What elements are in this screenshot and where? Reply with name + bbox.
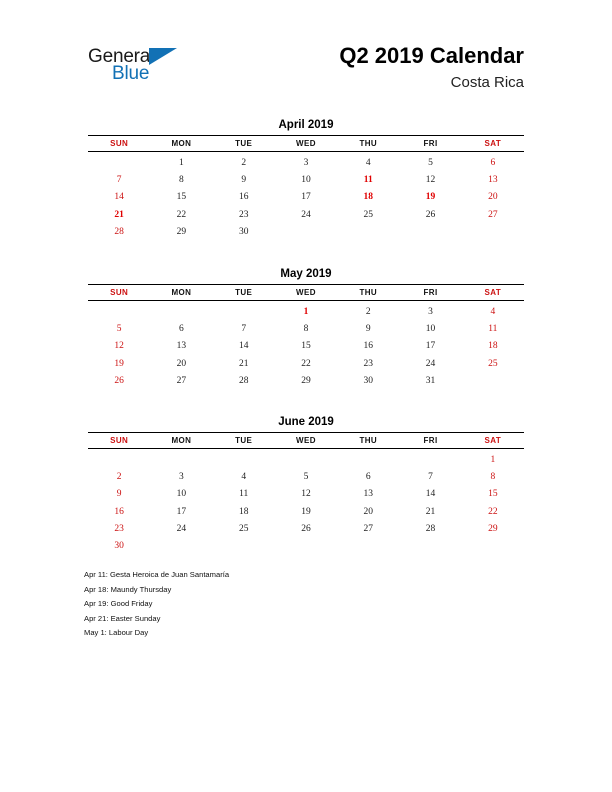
week-row [88, 503, 524, 520]
legend-item: Apr 21: Easter Sunday [84, 613, 161, 623]
legend-item: Apr 18: Maundy Thursday [84, 584, 172, 594]
logo-text-blue: Blue [112, 63, 150, 84]
general-blue-logo [88, 46, 198, 98]
day-cell-may-26[interactable]: 26 [114, 376, 124, 386]
day-cell-may-21[interactable]: 21 [238, 358, 249, 369]
page-title: Q2 2019 Calendar [339, 43, 524, 68]
day-cell-may-16[interactable]: 16 [363, 341, 374, 352]
day-cell-may-6[interactable]: 6 [179, 323, 184, 334]
day-cell-empty [213, 449, 275, 469]
legend-item: Apr 19: Good Friday [84, 599, 153, 609]
day-cell-may-4[interactable]: 4 [490, 306, 496, 317]
day-cell-may-27[interactable]: 27 [176, 376, 187, 386]
page-subtitle: Costa Rica [450, 74, 524, 91]
day-cell-april-13[interactable]: 13 [488, 174, 498, 185]
day-cell-empty [213, 538, 275, 555]
day-cell-empty [150, 449, 212, 469]
holiday-legend [84, 568, 504, 641]
day-cell-june-14[interactable]: 14 [425, 489, 436, 500]
day-cell-empty [462, 538, 524, 555]
weekday-header-fri: FRI [399, 285, 461, 301]
weekday-header-tue: TUE [213, 136, 275, 152]
page-header [88, 42, 524, 106]
day-cell-may-5[interactable]: 5 [116, 323, 122, 334]
week-row [88, 449, 524, 469]
day-cell-april-24[interactable]: 24 [301, 209, 311, 220]
day-cell-may-10[interactable]: 10 [425, 323, 436, 334]
day-cell-empty [213, 301, 275, 321]
month-block-june [88, 415, 524, 555]
week-row [88, 152, 524, 172]
day-cell-may-18[interactable]: 18 [488, 341, 498, 352]
day-cell-june-11[interactable]: 11 [239, 489, 249, 500]
week-row [88, 520, 524, 537]
day-cell-may-14[interactable]: 14 [238, 341, 249, 352]
day-cell-may-8[interactable]: 8 [303, 323, 309, 334]
day-cell-june-21[interactable]: 21 [425, 506, 436, 517]
day-cell-may-2[interactable]: 2 [365, 306, 371, 317]
day-cell-april-23[interactable]: 23 [238, 209, 249, 220]
day-cell-may-9[interactable]: 9 [365, 323, 371, 334]
day-cell-june-5[interactable]: 5 [303, 471, 309, 482]
weekday-header-tue: TUE [213, 433, 275, 449]
week-row [88, 338, 524, 355]
weekday-header-wed: WED [275, 433, 337, 449]
day-cell-may-28[interactable]: 28 [238, 376, 249, 386]
weekday-header-row [88, 136, 524, 152]
week-row [88, 355, 524, 372]
day-cell-empty [88, 449, 150, 469]
day-cell-empty [150, 301, 212, 321]
day-cell-empty [150, 538, 212, 555]
day-cell-april-17[interactable]: 17 [301, 192, 311, 203]
day-cell-april-14[interactable]: 14 [114, 192, 124, 203]
day-cell-may-31[interactable]: 31 [425, 376, 436, 386]
day-cell-june-4[interactable]: 4 [241, 471, 247, 482]
day-cell-empty [399, 538, 461, 555]
weekday-header-sun: SUN [88, 433, 150, 449]
week-row [88, 206, 524, 223]
weekday-header-thu: THU [337, 136, 399, 152]
day-cell-april-20[interactable]: 20 [488, 192, 498, 203]
day-cell-empty [462, 372, 524, 389]
month-block-april [88, 118, 524, 241]
day-cell-may-15[interactable]: 15 [301, 341, 311, 352]
day-cell-april-5[interactable]: 5 [428, 157, 433, 168]
day-cell-june-17[interactable]: 17 [176, 506, 187, 517]
day-cell-may-29[interactable]: 29 [301, 376, 311, 386]
weekday-header-row [88, 285, 524, 301]
day-cell-april-26[interactable]: 26 [425, 209, 436, 220]
week-row [88, 189, 524, 206]
day-cell-may-20[interactable]: 20 [176, 358, 187, 369]
month-title-april: April 2019 [278, 119, 334, 131]
day-cell-june-27[interactable]: 27 [363, 524, 374, 534]
day-cell-empty [399, 223, 461, 240]
month-title-may: May 2019 [280, 268, 332, 280]
day-cell-june-15[interactable]: 15 [488, 489, 498, 500]
day-cell-april-28[interactable]: 28 [114, 227, 124, 237]
day-cell-april-2[interactable]: 2 [241, 157, 247, 168]
weekday-header-sat: SAT [462, 136, 524, 152]
day-cell-may-24[interactable]: 24 [425, 358, 436, 369]
day-cell-june-13[interactable]: 13 [363, 489, 374, 500]
day-cell-june-28[interactable]: 28 [425, 524, 436, 534]
calendar-grid-april [88, 135, 524, 241]
title-block [339, 42, 524, 94]
day-cell-june-10[interactable]: 10 [176, 489, 187, 500]
weekday-header-fri: FRI [399, 433, 461, 449]
day-cell-empty [88, 152, 150, 172]
day-cell-empty [399, 449, 461, 469]
day-cell-june-20[interactable]: 20 [363, 506, 374, 517]
month-block-may [88, 267, 524, 390]
day-cell-may-22[interactable]: 22 [301, 358, 311, 369]
calendar-grid-june [88, 432, 524, 555]
day-cell-april-7[interactable]: 7 [116, 174, 122, 185]
day-cell-april-19[interactable]: 19 [425, 192, 436, 203]
day-cell-april-3[interactable]: 3 [303, 157, 309, 168]
week-row [88, 486, 524, 503]
week-row [88, 468, 524, 485]
day-cell-june-24[interactable]: 24 [176, 524, 187, 534]
day-cell-empty [275, 449, 337, 469]
day-cell-empty [275, 538, 337, 555]
day-cell-june-19[interactable]: 19 [301, 506, 311, 517]
week-row [88, 301, 524, 321]
day-cell-june-23[interactable]: 23 [114, 524, 124, 534]
weekday-header-mon: MON [150, 136, 212, 152]
legend-item: May 1: Labour Day [84, 628, 149, 638]
day-cell-empty [337, 223, 399, 240]
day-cell-may-11[interactable]: 11 [488, 323, 498, 334]
day-cell-june-12[interactable]: 12 [301, 489, 311, 500]
day-cell-april-21[interactable]: 21 [114, 209, 124, 220]
day-cell-april-27[interactable]: 27 [488, 209, 498, 220]
day-cell-empty [462, 223, 524, 240]
day-cell-june-2[interactable]: 2 [116, 471, 122, 482]
day-cell-june-9[interactable]: 9 [116, 489, 122, 500]
day-cell-april-6[interactable]: 6 [490, 157, 496, 168]
day-cell-june-3[interactable]: 3 [179, 471, 184, 482]
day-cell-april-1[interactable]: 1 [179, 157, 184, 168]
weekday-header-tue: TUE [213, 285, 275, 301]
day-cell-empty [88, 301, 150, 321]
weekday-header-fri: FRI [399, 136, 461, 152]
weekday-header-row [88, 433, 524, 449]
day-cell-may-12[interactable]: 12 [114, 341, 124, 352]
day-cell-april-9[interactable]: 9 [241, 174, 247, 185]
weekday-header-sun: SUN [88, 136, 150, 152]
day-cell-april-30[interactable]: 30 [238, 227, 249, 237]
day-cell-june-25[interactable]: 25 [238, 524, 249, 534]
day-cell-april-25[interactable]: 25 [363, 209, 374, 220]
calendar-grid-may [88, 284, 524, 390]
day-cell-april-12[interactable]: 12 [425, 174, 436, 185]
day-cell-june-29[interactable]: 29 [488, 524, 498, 534]
day-cell-may-3[interactable]: 3 [428, 306, 433, 317]
day-cell-april-15[interactable]: 15 [176, 192, 187, 203]
weekday-header-sat: SAT [462, 285, 524, 301]
day-cell-june-16[interactable]: 16 [114, 506, 124, 517]
day-cell-june-30[interactable]: 30 [114, 541, 124, 552]
day-cell-april-16[interactable]: 16 [238, 192, 249, 203]
day-cell-may-25[interactable]: 25 [488, 358, 498, 369]
day-cell-april-18[interactable]: 18 [363, 192, 374, 203]
day-cell-june-8[interactable]: 8 [490, 471, 496, 482]
day-cell-june-22[interactable]: 22 [488, 506, 498, 517]
weekday-header-thu: THU [337, 285, 399, 301]
week-row [88, 320, 524, 337]
week-row [88, 171, 524, 188]
weekday-header-wed: WED [275, 136, 337, 152]
day-cell-april-8[interactable]: 8 [179, 174, 184, 185]
week-row [88, 538, 524, 555]
month-title-june: June 2019 [278, 416, 334, 428]
day-cell-may-23[interactable]: 23 [363, 358, 374, 369]
day-cell-april-4[interactable]: 4 [365, 157, 371, 168]
day-cell-april-11[interactable]: 11 [363, 174, 373, 185]
weekday-header-mon: MON [150, 285, 212, 301]
weekday-header-mon: MON [150, 433, 212, 449]
day-cell-june-7[interactable]: 7 [428, 471, 433, 482]
day-cell-empty [275, 223, 337, 240]
day-cell-april-10[interactable]: 10 [301, 174, 311, 185]
day-cell-may-1[interactable]: 1 [303, 306, 309, 317]
day-cell-june-26[interactable]: 26 [301, 524, 311, 534]
day-cell-may-7[interactable]: 7 [241, 323, 247, 334]
weekday-header-wed: WED [275, 285, 337, 301]
weekday-header-thu: THU [337, 433, 399, 449]
day-cell-may-13[interactable]: 13 [176, 341, 187, 352]
day-cell-june-1[interactable]: 1 [490, 454, 496, 465]
day-cell-empty [337, 449, 399, 469]
logo-triangle-icon [149, 48, 177, 65]
weekday-header-sun: SUN [88, 285, 150, 301]
day-cell-june-6[interactable]: 6 [365, 471, 371, 482]
logo-text-general: General [88, 46, 155, 67]
day-cell-may-17[interactable]: 17 [425, 341, 436, 352]
day-cell-may-30[interactable]: 30 [363, 376, 374, 386]
day-cell-june-18[interactable]: 18 [238, 506, 249, 517]
week-row [88, 372, 524, 389]
day-cell-april-29[interactable]: 29 [176, 227, 187, 237]
day-cell-may-19[interactable]: 19 [114, 358, 124, 369]
day-cell-april-22[interactable]: 22 [176, 209, 187, 220]
weekday-header-sat: SAT [462, 433, 524, 449]
legend-item: Apr 11: Gesta Heroica de Juan Santamaría [84, 570, 230, 579]
week-row [88, 223, 524, 240]
day-cell-empty [337, 538, 399, 555]
